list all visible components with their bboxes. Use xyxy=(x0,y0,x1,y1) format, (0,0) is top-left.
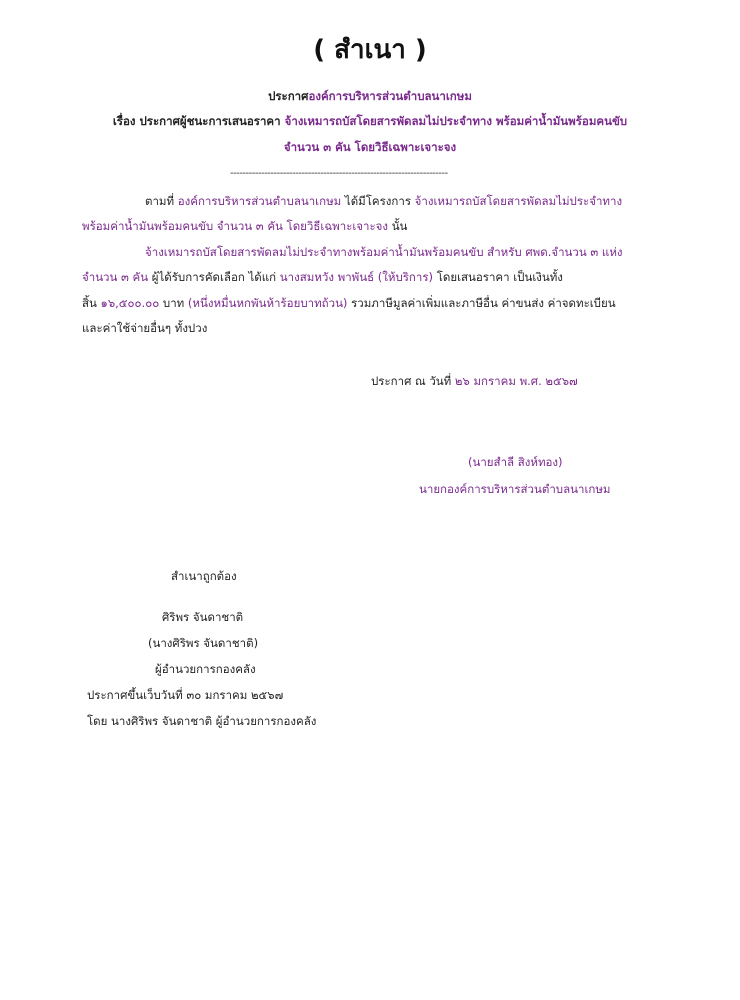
paragraph-2-line-2 xyxy=(82,269,563,285)
p1-organization: องค์การบริหารส่วนตำบลนาเกษม xyxy=(177,194,342,208)
paragraph-2-line-1: จ้างเหมารถบัสโดยสารพัดลมไม่ประจำทางพร้อมค่าน้ำมันพร้อมคนขับ สำหรับ ศพด.จำนวน ๓ แห่ง xyxy=(145,245,623,259)
p1-text-c: ได้มีโครงการ xyxy=(344,194,411,208)
announce-date: ๒๖ มกราคม พ.ศ. ๒๕๖๗ xyxy=(454,374,578,388)
announce-label: ประกาศ ณ วันที่ xyxy=(371,374,452,388)
header-organization: องค์การบริหารส่วนตำบลนาเกษม xyxy=(308,89,472,103)
certifier-name: (นางศิริพร จันดาชาติ) xyxy=(148,636,259,650)
subject-line-3: จำนวน ๓ คัน โดยวิธีเฉพาะเจาะจง xyxy=(283,140,457,154)
divider: ---------------------------------------------------------------------- xyxy=(230,168,448,179)
p2-tax-note: รวมภาษีมูลค่าเพิ่มและภาษีอื่น ค่าขนส่ง ค่าจดทะเบียน xyxy=(351,296,616,310)
p2-quantity: จำนวน ๓ คัน xyxy=(82,270,149,284)
paragraph-2-line-3 xyxy=(82,295,616,311)
paragraph-1-line-2 xyxy=(82,218,407,234)
p1-project: จ้างเหมารถบัสโดยสารพัดลมไม่ประจำทาง xyxy=(414,194,623,208)
p2-amount-words: (หนึ่งหมื่นหกพันห้าร้อยบาทถ้วน) xyxy=(187,296,348,310)
p1-text-end: นั้น xyxy=(391,219,408,233)
p1-text-a: ตามที่ xyxy=(145,194,175,208)
certifier-signature: ศิริพร จันดาชาติ xyxy=(162,610,244,624)
header-line-2 xyxy=(0,113,740,129)
subject-prefix: เรื่อง ประกาศผู้ชนะการเสนอราคา xyxy=(112,114,281,128)
p2-amount: ๑๖,๕๐๐.๐๐ xyxy=(100,296,160,310)
posted-by: โดย นางศิริพร จันดาชาติ ผู้อำนวยการกองคลัง xyxy=(87,714,317,728)
posted-date: ประกาศขึ้นเว็บวันที่ ๓๐ มกราคม ๒๕๖๗ xyxy=(87,688,284,702)
signer-position: นายกองค์การบริหารส่วนตำบลนาเกษม xyxy=(419,482,611,496)
p2-currency: บาท xyxy=(162,296,185,310)
header-line-1 xyxy=(0,88,740,104)
certifier-position: ผู้อำนวยการกองคลัง xyxy=(155,662,256,676)
p1-project-cont: พร้อมค่าน้ำมันพร้อมคนขับ จำนวน ๓ คัน โดยวิธีเฉพาะเจาะจง xyxy=(82,219,389,233)
certified-label: สำเนาถูกต้อง xyxy=(171,569,237,583)
p2-offer-label: โดยเสนอราคา เป็นเงินทั้ง xyxy=(436,270,563,284)
paragraph-2-line-4: และค่าใช้จ่ายอื่นๆ ทั้งปวง xyxy=(82,321,208,335)
p2-selected-label: ผู้ได้รับการคัดเลือก ได้แก่ xyxy=(151,270,277,284)
p2-vendor: นางสมหวัง พาพันธ์ (ให้บริการ) xyxy=(279,270,434,284)
announce-date-line xyxy=(371,373,578,389)
copy-label: ( สำเนา ) xyxy=(313,35,427,65)
signer-name: (นายสำลี สิงห์ทอง) xyxy=(468,455,563,469)
header-prefix: ประกาศ xyxy=(268,89,309,103)
subject-text: จ้างเหมารถบัสโดยสารพัดลมไม่ประจำทาง พร้อมค่าน้ำมันพร้อมคนขับ xyxy=(284,114,628,128)
p2-text-a: สิ้น xyxy=(82,296,97,310)
paragraph-1-line-1 xyxy=(145,193,622,209)
